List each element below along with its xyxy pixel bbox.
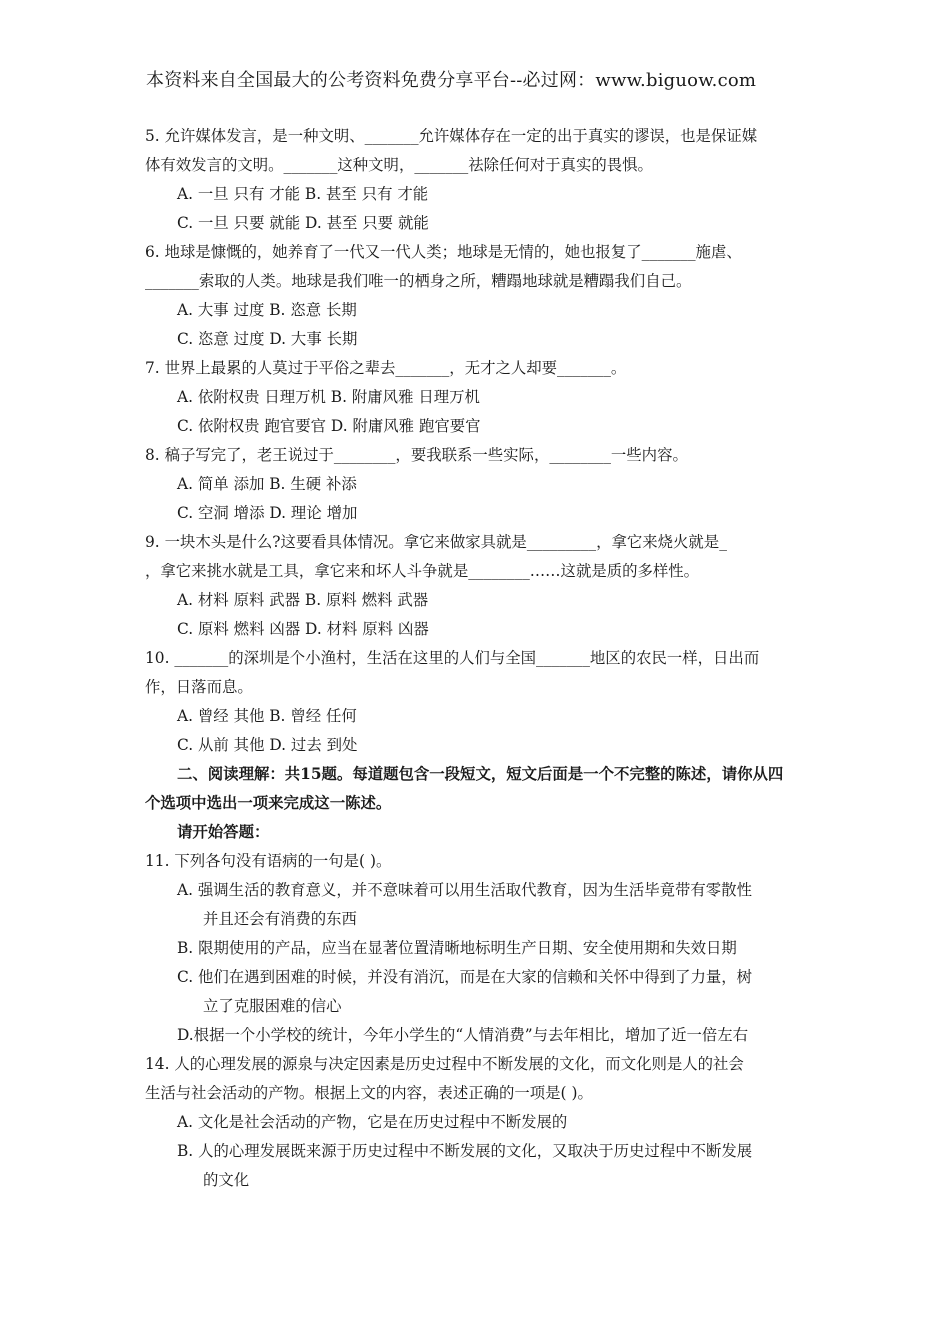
page-header: 本资料来自全国最大的公考资料免费分享平台--必过网：www.biguow.com <box>146 70 757 91</box>
text-line: A. 材料 原料 武器 B. 原料 燃料 武器 <box>177 591 429 609</box>
text-line: ，拿它来挑水就是工具，拿它来和坏人斗争就是________……这就是质的多样性。 <box>145 562 700 580</box>
text-line: 体有效发言的文明。_______这种文明，_______祛除任何对于真实的畏惧。 <box>145 156 653 174</box>
text-line: 9. 一块木头是什么?这要看具体情况。拿它来做家具就是_________，拿它来烧火就是_ <box>145 533 727 551</box>
text-line: 二、阅读理解：共15题。每道题包含一段短文，短文后面是一个不完整的陈述，请你从四 <box>177 765 784 783</box>
text-line: A. 简单 添加 B. 生硬 补添 <box>177 475 357 493</box>
text-line: 6. 地球是慷慨的，她养育了一代又一代人类；地球是无情的，她也报复了_______施虐、 <box>145 243 742 261</box>
text-line: 个选项中选出一项来完成这一陈述。 <box>145 794 392 812</box>
text-line: C. 依附权贵 跑官要官 D. 附庸风雅 跑官要官 <box>177 417 481 435</box>
text-line: C. 空洞 增添 D. 理论 增加 <box>177 504 358 522</box>
text-line: 7. 世界上最累的人莫过于平俗之辈去_______，无才之人却要_______。 <box>145 359 627 377</box>
text-line: C. 从前 其他 D. 过去 到处 <box>177 736 358 754</box>
text-line: 10. _______的深圳是个小渔村，生活在这里的人们与全国_______地区的农民一样，日出而 <box>145 649 760 667</box>
text-line: 8. 稿子写完了，老王说过于________，要我联系一些实际，________一些内容。 <box>145 446 688 464</box>
text-line: 14. 人的心理发展的源泉与决定因素是历史过程中不断发展的文化，而文化则是人的社会 <box>145 1055 744 1073</box>
document-body <box>145 122 810 1195</box>
text-line: A. 强调生活的教育意义，并不意味着可以用生活取代教育，因为生活毕竟带有零散性 <box>177 881 752 899</box>
text-line: 作，日落而息。 <box>145 678 253 696</box>
text-line: C. 一旦 只要 就能 D. 甚至 只要 就能 <box>177 214 429 232</box>
text-line: 5. 允许媒体发言，是一种文明、_______允许媒体存在一定的出于真实的谬误，也是保证媒 <box>145 127 758 145</box>
text-line: D.根据一个小学校的统计，今年小学生的“人情消费”与去年相比，增加了近一倍左右 <box>177 1026 749 1044</box>
text-line: A. 文化是社会活动的产物，它是在历史过程中不断发展的 <box>177 1113 568 1131</box>
text-line: 的文化 <box>203 1171 250 1189</box>
text-line: C. 他们在遇到困难的时候，并没有消沉，而是在大家的信赖和关怀中得到了力量，树 <box>177 968 753 986</box>
text-line: 11. 下列各句没有语病的一句是( )。 <box>145 852 392 870</box>
text-line: A. 一旦 只有 才能 B. 甚至 只有 才能 <box>177 185 429 203</box>
text-line: C. 原料 燃料 凶器 D. 材料 原料 凶器 <box>177 620 429 638</box>
text-line: 请开始答题： <box>177 823 270 841</box>
text-line: B. 人的心理发展既来源于历史过程中不断发展的文化，又取决于历史过程中不断发展 <box>177 1142 753 1160</box>
text-line: _______索取的人类。地球是我们唯一的栖身之所，糟蹋地球就是糟蹋我们自己。 <box>145 272 692 290</box>
text-line: C. 恣意 过度 D. 大事 长期 <box>177 330 358 348</box>
text-line: 生活与社会活动的产物。根据上文的内容，表述正确的一项是( )。 <box>145 1084 593 1102</box>
text-line: A. 曾经 其他 B. 曾经 任何 <box>177 707 357 725</box>
text-line: 并且还会有消费的东西 <box>203 910 357 928</box>
text-line: 立了克服困难的信心 <box>203 997 342 1015</box>
text-line: B. 限期使用的产品，应当在显著位置清晰地标明生产日期、安全使用期和失效日期 <box>177 939 737 957</box>
text-line: A. 依附权贵 日理万机 B. 附庸风雅 日理万机 <box>177 388 480 406</box>
text-line: A. 大事 过度 B. 恣意 长期 <box>177 301 357 319</box>
